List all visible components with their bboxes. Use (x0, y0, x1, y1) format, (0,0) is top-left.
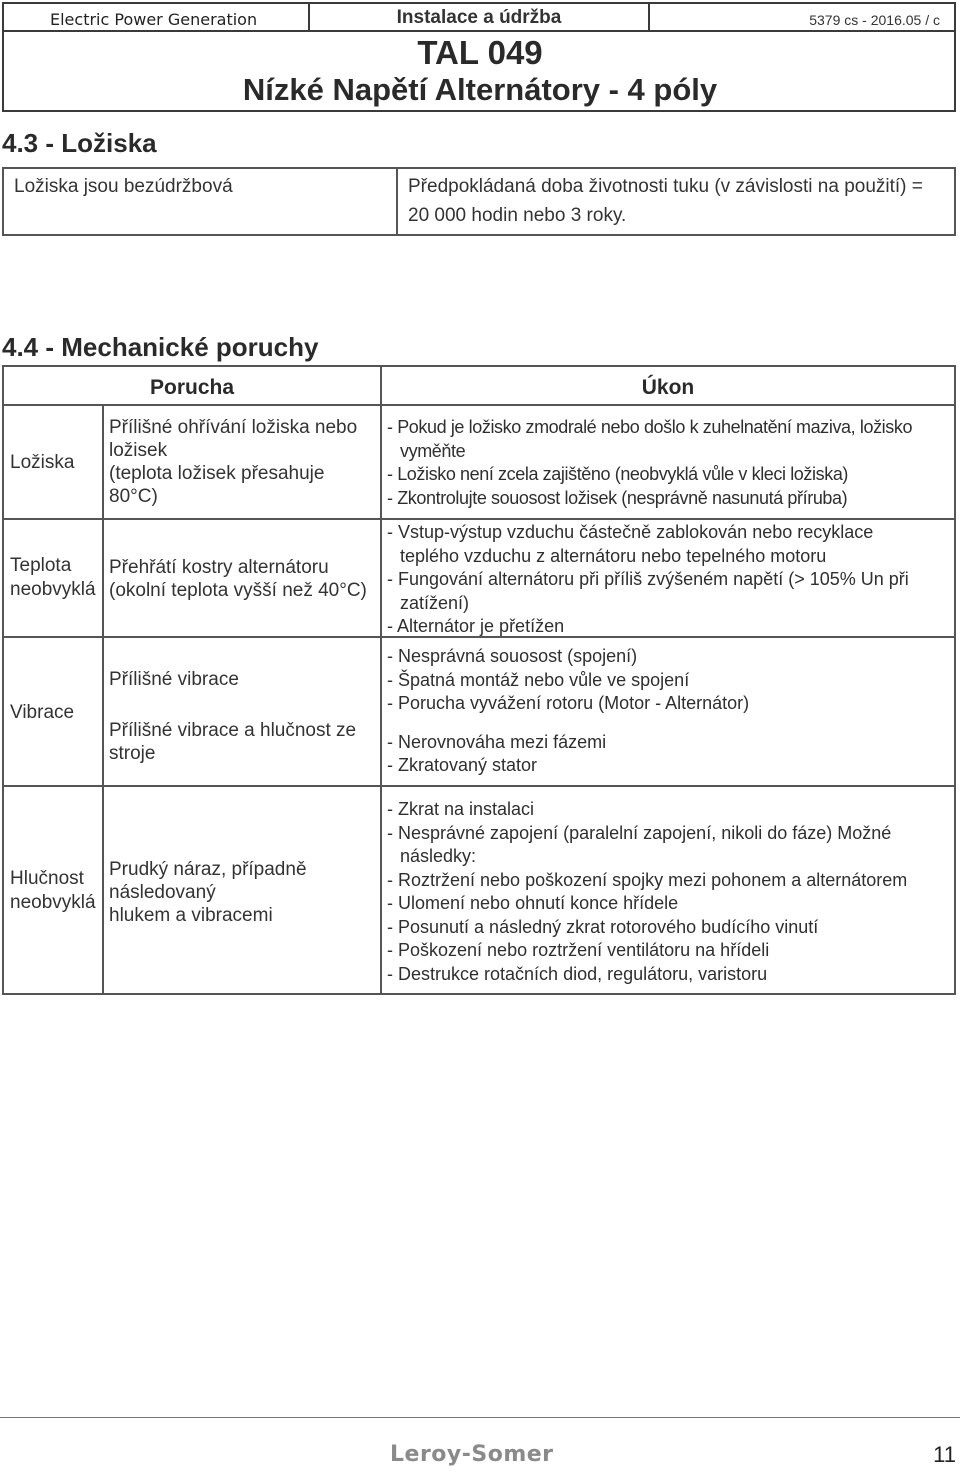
fault-description: Přílišné ohřívání ložiska nebo ložisek (teplota ložisek přesahuje 80°C) (109, 417, 358, 507)
action-item: - Alternátor je přetížen (387, 616, 565, 636)
action-item: - Destrukce rotačních diod, regulátoru, varistoru (387, 963, 768, 984)
action-cell (380, 404, 956, 520)
action-item: vyměňte (400, 440, 466, 461)
action-item: - Zkontrolujte souosost ložisek (nesprávně nasunutá příruba) (387, 487, 848, 508)
category-label: Ložiska (10, 452, 75, 473)
category-cell (2, 785, 104, 995)
fault-cell (102, 518, 382, 638)
bearings-left-cell (2, 167, 398, 236)
action-item: - Roztržení nebo poškození spojky mezi pohonem a alternátorem (387, 869, 908, 890)
category-cell (2, 518, 104, 638)
action-item: - Špatná montáž nebo vůle ve spojení (387, 669, 690, 690)
action-item: teplého vzduchu z alternátoru nebo tepelného motoru (400, 545, 827, 566)
action-list (382, 645, 954, 716)
fault-description: Přílišné vibrace (109, 669, 239, 690)
footer-rule (0, 1417, 960, 1418)
bearings-maintenance-free: Ložiska jsou bezúdržbová (14, 176, 233, 197)
brand-name: Electric Power Generation (50, 10, 258, 29)
column-header-fault: Porucha (2, 365, 382, 406)
action-item: - Zkratovaný stator (387, 755, 538, 775)
fault-description: Prudký náraz, případně následovaný hlukem a vibracemi (109, 859, 307, 926)
header-code-cell (648, 2, 956, 32)
action-item: - Nesprávná souosost (spojení) (387, 646, 638, 666)
category-cell (2, 404, 104, 520)
fault-cell (102, 785, 382, 995)
category-label: Teplota neobvyklá (10, 555, 96, 600)
action-cell (380, 518, 956, 638)
action-list (382, 416, 954, 510)
action-item: následky: (400, 846, 477, 866)
header-section-cell (308, 2, 648, 32)
faults-heading: 4.4 - Mechanické poruchy (2, 332, 319, 362)
bearings-heading: 4.3 - Ložiska (2, 128, 157, 158)
category-cell (2, 636, 104, 787)
grease-life-line: Předpokládaná doba životnosti tuku (v závislosti na použití) = (408, 176, 923, 197)
fault-description: Přílišné vibrace a hlučnost ze stroje (109, 720, 357, 764)
action-item: - Ulomení nebo ohnutí konce hřídele (387, 893, 679, 913)
page-number: 11 (933, 1442, 956, 1467)
category-label: Vibrace (10, 702, 75, 723)
action-cell (380, 636, 956, 787)
fault-description: Přehřátí kostry alternátoru (okolní teplota vyšší než 40°C) (109, 557, 367, 601)
action-item: - Nesprávné zapojení (paralelní zapojení, nikoli do fáze) Možné (387, 822, 892, 843)
fault-cell (102, 404, 382, 520)
action-cell (380, 785, 956, 995)
doc-title: TAL 049 (417, 34, 543, 71)
fault-cell (102, 636, 382, 787)
doc-subtitle: Nízké Napětí Alternátory - 4 póly (242, 72, 718, 107)
action-item: - Posunutí a následný zkrat rotorového budícího vinutí (387, 916, 819, 937)
action-item: - Pokud je ložisko zmodralé nebo došlo k zuhelnatění maziva, ložisko (387, 417, 913, 437)
category-label: Hlučnost neobvyklá (10, 868, 96, 913)
action-item: - Nerovnováha mezi fázemi (387, 731, 607, 752)
header-brand-cell (2, 2, 308, 32)
column-header-action: Úkon (380, 365, 956, 406)
action-item: - Ložisko není zcela zajištěno (neobvyklá vůle v kleci ložiska) (387, 464, 849, 484)
action-item: - Porucha vyvážení rotoru (Motor - Alternátor) (387, 693, 750, 713)
action-item: - Fungování alternátoru při příliš zvýšeném napětí (> 105% Un při (387, 569, 909, 589)
action-list (382, 521, 954, 639)
action-item: zatížení) (400, 592, 470, 613)
grease-life-line: 20 000 hodin nebo 3 roky. (408, 205, 627, 226)
doc-code: 5379 cs - 2016.05 / c (809, 12, 940, 28)
section-title: Instalace a údržba (396, 7, 562, 28)
action-list (382, 731, 954, 778)
company-logo: Leroy-Somer (390, 1442, 554, 1467)
bearings-right-cell (396, 167, 956, 236)
action-item: - Zkrat na instalaci (387, 799, 535, 819)
action-item: - Poškození nebo roztržení ventilátoru na hřídeli (387, 940, 770, 960)
action-item: - Vstup-výstup vzduchu částečně zablokován nebo recyklace (387, 522, 874, 542)
action-list (382, 798, 954, 986)
